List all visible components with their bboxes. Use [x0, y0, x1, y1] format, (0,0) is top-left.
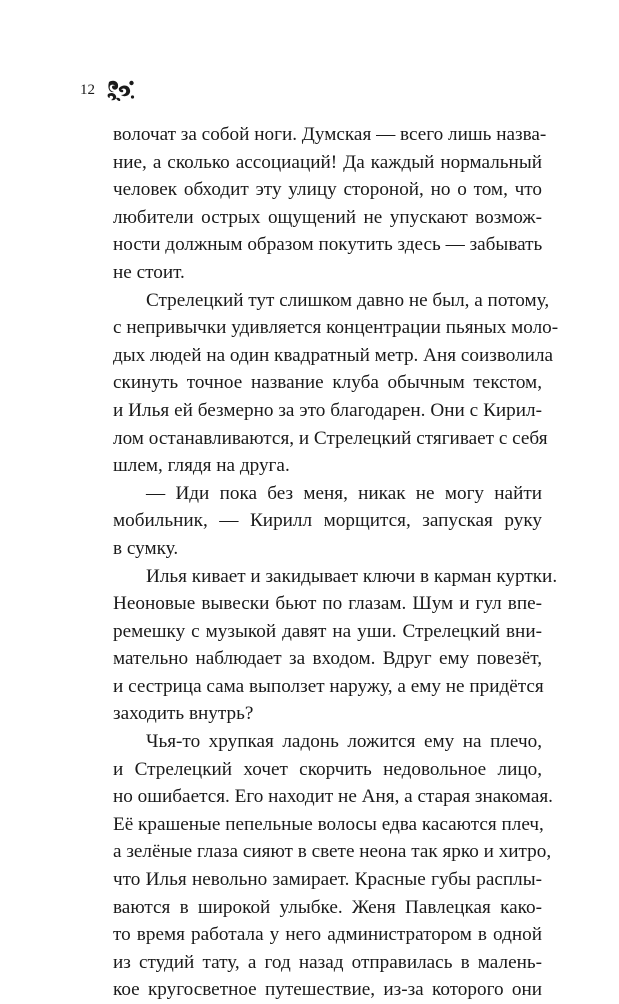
body-text [113, 121, 559, 1004]
text-line: и Стрелецкий хочет скорчить недовольное лицо, [113, 758, 542, 780]
text-line: Неоновые вывески бьют по глазам. Шум и гул впе- [113, 593, 542, 615]
text-line: мобильник, — Кирилл морщится, запуская руку [113, 510, 542, 532]
text-line: и сестрица сама выползет наружу, а ему не придётся [113, 675, 544, 697]
text-line: шлем, глядя на друга. [113, 455, 290, 477]
text-line: Илья кивает и закидывает ключи в карман куртки. [146, 565, 558, 587]
page-header [80, 78, 135, 102]
text-line: ваются в широкой улыбке. Женя Павлецкая како- [113, 896, 542, 918]
text-line: — Иди пока без меня, никак не могу найти [146, 482, 542, 504]
text-line: лом останавливаются, и Стрелецкий стягивает с себя [113, 427, 548, 449]
text-line: что Илья невольно замирает. Красные губы расплы- [113, 869, 542, 891]
text-line: Стрелецкий тут слишком давно не был, а потому, [146, 289, 550, 311]
text-line: но ошибается. Его находит не Аня, а старая знакомая. [113, 786, 553, 808]
text-line: из студий тату, а год назад отправилась в малень- [113, 951, 542, 973]
text-line: мательно наблюдает за входом. Вдруг ему повезёт, [113, 648, 542, 670]
text-line: дых людей на один квадратный метр. Аня соизволила [113, 344, 554, 366]
text-line: и Илья ей безмерно за это благодарен. Они с Кирил- [113, 399, 542, 421]
text-line: кое кругосветное путешествие, из-за которого они [113, 979, 542, 1001]
text-line: не стоит. [113, 261, 185, 283]
text-line: ние, а сколько ассоциаций! Да каждый нормальный [113, 151, 542, 173]
text-line: в сумку. [113, 537, 179, 559]
text-line: а зелёные глаза сияют в свете неона так ярко и хитро, [113, 841, 552, 863]
text-line: с непривычки удивляется концентрации пьяных моло- [113, 317, 559, 339]
text-line: Чья-то хрупкая ладонь ложится ему на плечо, [146, 731, 542, 753]
page-number: 12 [80, 82, 95, 98]
text-line: то время работала у него администратором в одной [113, 924, 542, 946]
text-line: заходить внутрь? [113, 703, 254, 725]
text-line: волочат за собой ноги. Думская — всего лишь назва- [113, 124, 547, 145]
text-line: человек обходит эту улицу стороной, но о том, что [113, 179, 542, 201]
text-line: Её крашеные пепельные волосы едва касаются плеч, [113, 813, 544, 835]
text-line: любители острых ощущений не упускают возмож- [113, 206, 542, 228]
text-line: ности должным образом покутить здесь — забывать [113, 234, 543, 256]
text-line: скинуть точное название клуба обычным текстом, [113, 372, 542, 394]
text-line: ремешку с музыкой давят на уши. Стрелецкий вни- [113, 620, 542, 642]
floral-ornament-icon [105, 78, 135, 102]
